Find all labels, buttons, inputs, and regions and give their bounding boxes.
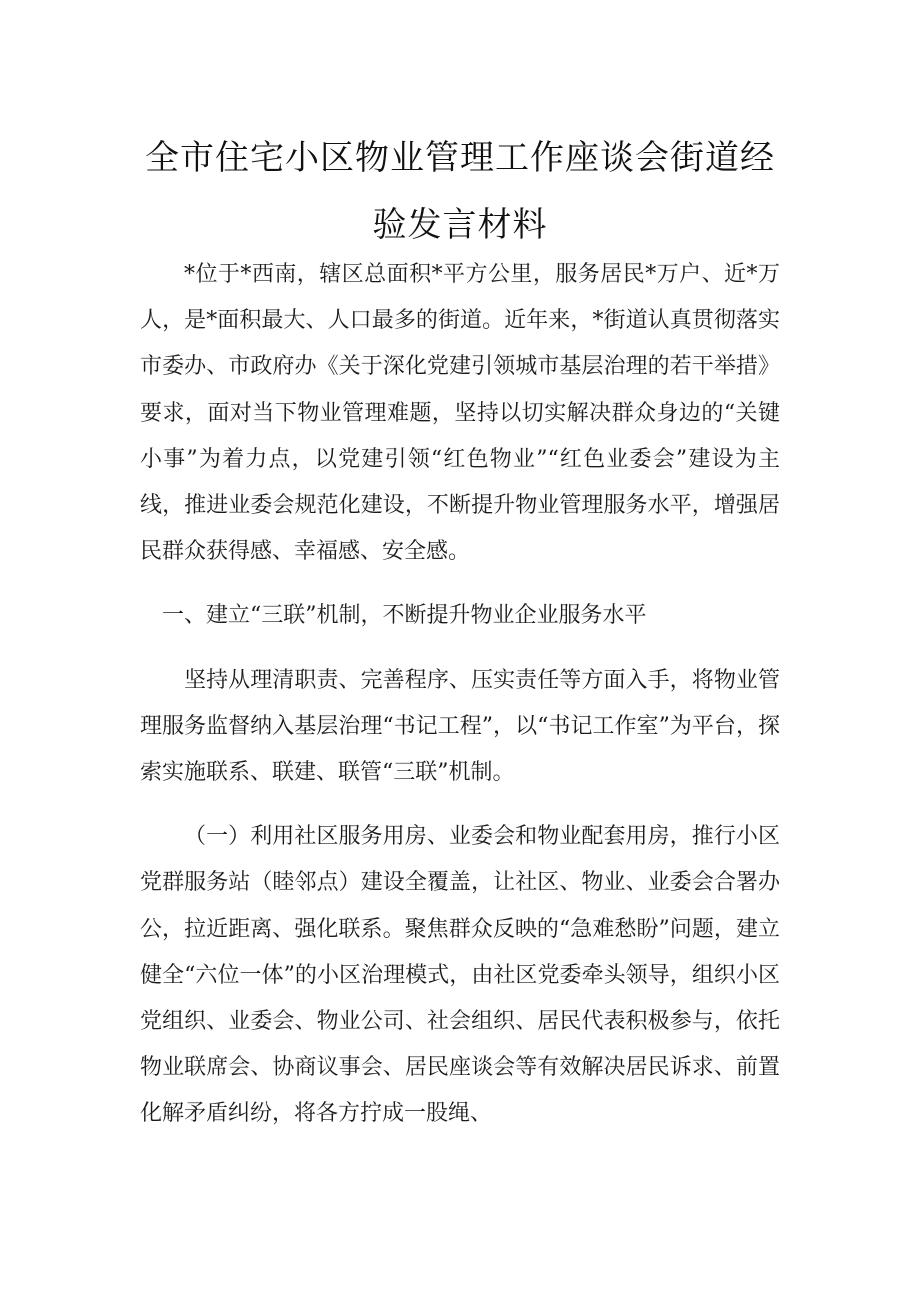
subsection-1-paragraph: （一）利用社区服务用房、业委会和物业配套用房，推行小区党群服务站（睦邻点）建设全覆盖，让社区、物业、业委会合署办公，拉近距离、强化联系。聚焦群众反映的“急难愁盼”问题，建立健全“六位一体”的小区治理模式，由社区党委牵头领导，组织小区党组织、业委会、物业公司、社会组织、居民代表积极参与，依托物业联席会、协商议事会、居民座谈会等有效解决居民诉求、前置化解矛盾纠纷，将各方拧成一股绳、 bbox=[140, 824, 780, 1127]
document-title-line-1: 全市住宅小区物业管理工作座谈会街道经 bbox=[145, 138, 775, 178]
section-1-paragraph: 坚持从理清职责、完善程序、压实责任等方面入手，将物业管理服务监督纳入基层治理“书记工程”，以“书记工作室”为平台，探索实施联系、联建、联管“三联”机制。 bbox=[140, 667, 780, 786]
document-title-line-2: 验发言材料 bbox=[372, 205, 548, 245]
section-heading-1: 一、建立“三联”机制，不断提升物业企业服务水平 bbox=[162, 603, 647, 629]
document-body bbox=[140, 252, 780, 1138]
intro-paragraph: *位于*西南，辖区总面积*平方公里，服务居民*万户、近*万人，是*面积最大、人口最多的街道。近年来，*街道认真贯彻落实市委办、市政府办《关于深化党建引领城市基层治理的若干举措》要求，面对当下物业管理难题，坚持以切实解决群众身边的“关键小事”为着力点，以党建引领“红色物业”“红色业委会”建设为主线，推进业委会规范化建设，不断提升物业管理服务水平，增强居民群众获得感、幸福感、安全感。 bbox=[140, 262, 780, 565]
